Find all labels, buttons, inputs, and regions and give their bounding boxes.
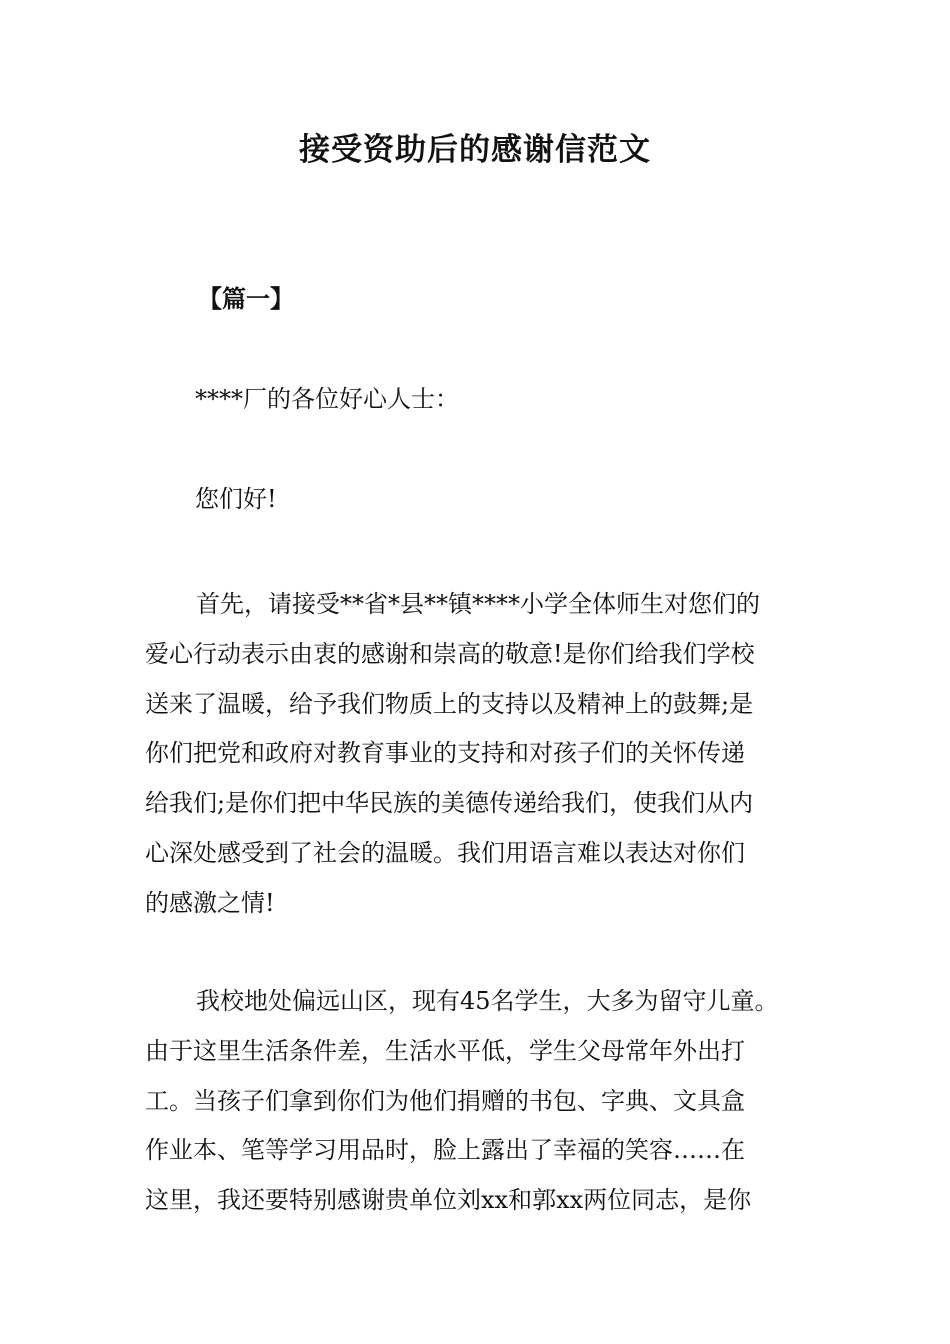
paragraph-line: 爱心行动表示由衷的感谢和崇高的敬意!是你们给我们学校 [145,639,755,668]
paragraph-line: 的感激之情! [145,888,275,917]
section-label: 【篇一】 [198,284,294,313]
paragraph-2 [145,977,845,1226]
salutation: ****厂的各位好心人士： [195,385,459,413]
paragraph-line: 我校地处偏远山区，现有45名学生，大多为留守儿童。 [196,987,779,1015]
paragraph-line: 由于这里生活条件差，生活水平低，学生父母常年外出打 [145,1036,745,1065]
paragraph-line: 首先，请接受**省*县**镇****小学全体师生对您们的 [196,590,760,618]
paragraph-line: 给我们;是你们把中华民族的美德传递给我们，使我们从内 [145,789,754,818]
paragraph-line: 作业本、笔等学习用品时，脸上露出了幸福的笑容……在 [145,1136,745,1165]
document-title: 接受资助后的感谢信范文 [299,132,651,168]
paragraph-line: 工。当孩子们拿到你们为他们捐赠的书包、字典、文具盒 [145,1086,745,1115]
paragraph-line: 心深处感受到了社会的温暖。我们用语言难以表达对你们 [145,838,745,867]
paragraph-line: 你们把党和政府对教育事业的支持和对孩子们的关怀传递 [145,739,745,768]
paragraph-line: 这里，我还要特别感谢贵单位刘xx和郭xx两位同志，是你 [145,1186,752,1215]
paragraph-1 [145,580,845,929]
greeting: 您们好! [195,485,277,513]
paragraph-line: 送来了温暖，给予我们物质上的支持以及精神上的鼓舞;是 [145,689,754,718]
